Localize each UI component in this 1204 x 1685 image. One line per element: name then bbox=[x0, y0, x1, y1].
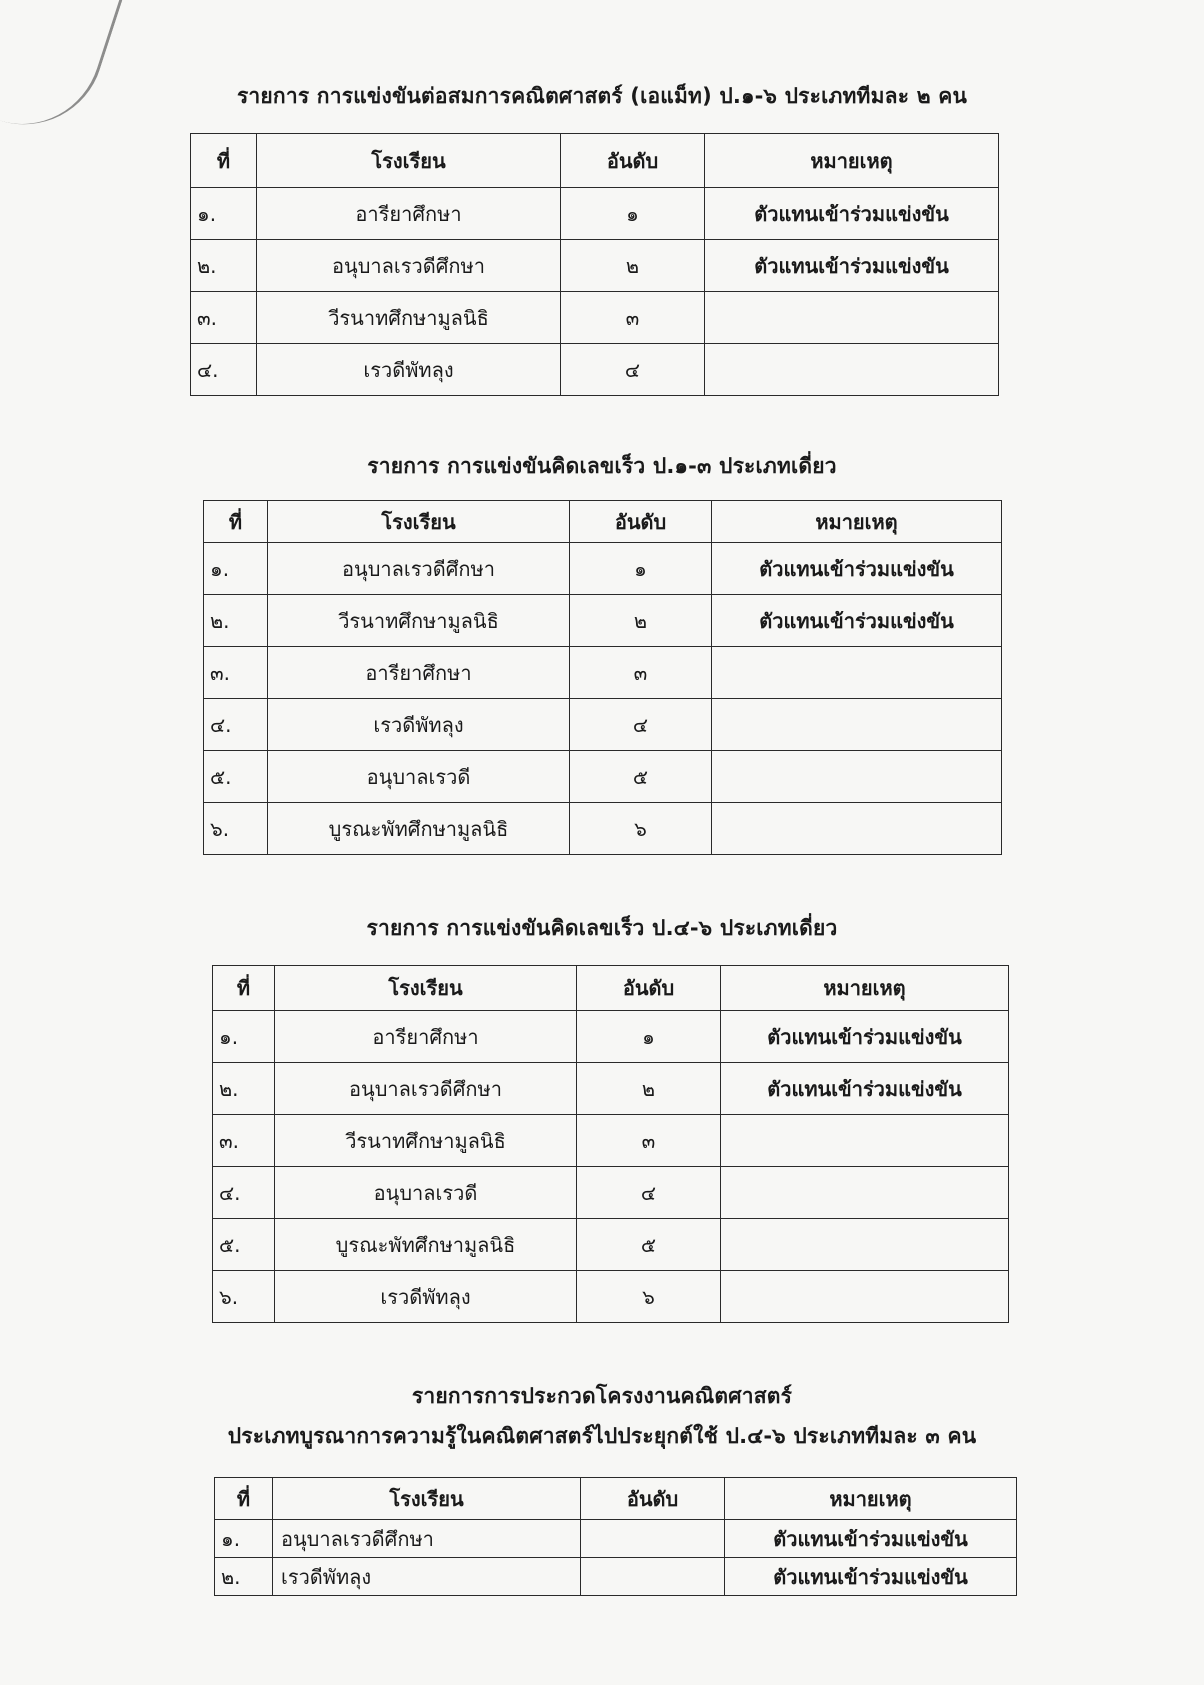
table-row bbox=[204, 647, 1002, 699]
results-table-4 bbox=[214, 1477, 1017, 1596]
header-rank: อันดับ bbox=[577, 966, 721, 1011]
cell-no: ๔. bbox=[204, 699, 268, 751]
cell-remark: ตัวแทนเข้าร่วมแข่งขัน bbox=[721, 1011, 1009, 1063]
cell-remark: ตัวแทนเข้าร่วมแข่งขัน bbox=[721, 1063, 1009, 1115]
cell-school: อนุบาลเรวดี bbox=[268, 751, 570, 803]
cell-rank: ๔ bbox=[577, 1167, 721, 1219]
table-row bbox=[213, 1219, 1009, 1271]
cell-remark bbox=[721, 1115, 1009, 1167]
section-3-title: รายการ การแข่งขันคิดเลขเร็ว ป.๔-๖ ประเภทเดี่ยว bbox=[366, 916, 838, 940]
cell-school: เรวดีพัทลุง bbox=[275, 1271, 577, 1323]
cell-school: วีรนาทศึกษามูลนิธิ bbox=[275, 1115, 577, 1167]
header-no: ที่ bbox=[191, 134, 257, 188]
cell-no: ๑. bbox=[204, 543, 268, 595]
table-row bbox=[191, 188, 999, 240]
cell-school: อนุบาลเรวดีศึกษา bbox=[275, 1063, 577, 1115]
cell-remark bbox=[712, 803, 1002, 855]
header-remark: หมายเหตุ bbox=[725, 1478, 1017, 1520]
table-header-row bbox=[191, 134, 999, 188]
cell-school: เรวดีพัทลุง bbox=[273, 1558, 581, 1596]
table-row bbox=[204, 751, 1002, 803]
table-row bbox=[191, 344, 999, 396]
cell-remark: ตัวแทนเข้าร่วมแข่งขัน bbox=[712, 543, 1002, 595]
table-row bbox=[215, 1558, 1017, 1596]
header-no: ที่ bbox=[215, 1478, 273, 1520]
cell-rank: ๔ bbox=[561, 344, 705, 396]
cell-school: อารียาศึกษา bbox=[275, 1011, 577, 1063]
cell-rank bbox=[581, 1558, 725, 1596]
cell-no: ๕. bbox=[204, 751, 268, 803]
table-row bbox=[213, 1115, 1009, 1167]
cell-remark: ตัวแทนเข้าร่วมแข่งขัน bbox=[725, 1520, 1017, 1558]
header-rank: อันดับ bbox=[561, 134, 705, 188]
table-row bbox=[213, 1167, 1009, 1219]
table-row bbox=[191, 292, 999, 344]
cell-school: อารียาศึกษา bbox=[257, 188, 561, 240]
cell-rank: ๖ bbox=[577, 1271, 721, 1323]
cell-rank: ๑ bbox=[561, 188, 705, 240]
table-header-row bbox=[213, 966, 1009, 1011]
table-row bbox=[204, 803, 1002, 855]
header-school: โรงเรียน bbox=[268, 501, 570, 543]
cell-no: ๓. bbox=[191, 292, 257, 344]
results-table-1 bbox=[190, 133, 999, 396]
results-table-2 bbox=[203, 500, 1002, 855]
cell-remark bbox=[721, 1219, 1009, 1271]
header-rank: อันดับ bbox=[581, 1478, 725, 1520]
cell-no: ๖. bbox=[204, 803, 268, 855]
section-2-title: รายการ การแข่งขันคิดเลขเร็ว ป.๑-๓ ประเภทเดี่ยว bbox=[367, 454, 837, 478]
cell-school: บูรณะพัทศึกษามูลนิธิ bbox=[268, 803, 570, 855]
cell-remark bbox=[705, 344, 999, 396]
cell-no: ๔. bbox=[191, 344, 257, 396]
cell-rank: ๒ bbox=[561, 240, 705, 292]
table-row bbox=[213, 1063, 1009, 1115]
cell-school: อนุบาลเรวดีศึกษา bbox=[273, 1520, 581, 1558]
header-rank: อันดับ bbox=[570, 501, 712, 543]
cell-school: เรวดีพัทลุง bbox=[268, 699, 570, 751]
header-remark: หมายเหตุ bbox=[705, 134, 999, 188]
cell-rank: ๒ bbox=[577, 1063, 721, 1115]
cell-no: ๕. bbox=[213, 1219, 275, 1271]
section-1-title: รายการ การแข่งขันต่อสมการคณิตศาสตร์ (เอแม็ท) ป.๑-๖ ประเภททีมละ ๒ คน bbox=[236, 84, 968, 108]
header-no: ที่ bbox=[204, 501, 268, 543]
cell-school: เรวดีพัทลุง bbox=[257, 344, 561, 396]
table-header-row bbox=[204, 501, 1002, 543]
cell-remark bbox=[705, 292, 999, 344]
cell-remark bbox=[712, 647, 1002, 699]
cell-rank: ๑ bbox=[577, 1011, 721, 1063]
section-4-subtitle: ประเภทบูรณาการความรู้ในคณิตศาสตร์ไปประยุกต์ใช้ ป.๔-๖ ประเภททีมละ ๓ คน bbox=[227, 1424, 977, 1448]
header-remark: หมายเหตุ bbox=[712, 501, 1002, 543]
cell-remark bbox=[712, 751, 1002, 803]
cell-school: อารียาศึกษา bbox=[268, 647, 570, 699]
table-row bbox=[215, 1520, 1017, 1558]
cell-rank: ๕ bbox=[577, 1219, 721, 1271]
cell-no: ๓. bbox=[204, 647, 268, 699]
table-row bbox=[204, 595, 1002, 647]
page-fold-mark bbox=[0, 0, 125, 145]
cell-no: ๔. bbox=[213, 1167, 275, 1219]
cell-rank: ๓ bbox=[561, 292, 705, 344]
cell-school: อนุบาลเรวดีศึกษา bbox=[268, 543, 570, 595]
section-4-title: รายการการประกวดโครงงานคณิตศาสตร์ bbox=[411, 1384, 793, 1408]
cell-rank: ๓ bbox=[577, 1115, 721, 1167]
cell-remark: ตัวแทนเข้าร่วมแข่งขัน bbox=[725, 1558, 1017, 1596]
table-row bbox=[213, 1271, 1009, 1323]
cell-rank: ๑ bbox=[570, 543, 712, 595]
cell-no: ๖. bbox=[213, 1271, 275, 1323]
table-header-row bbox=[215, 1478, 1017, 1520]
cell-no: ๑. bbox=[215, 1520, 273, 1558]
cell-no: ๓. bbox=[213, 1115, 275, 1167]
table-row bbox=[213, 1011, 1009, 1063]
cell-rank bbox=[581, 1520, 725, 1558]
cell-no: ๒. bbox=[204, 595, 268, 647]
cell-remark bbox=[712, 699, 1002, 751]
cell-no: ๒. bbox=[191, 240, 257, 292]
cell-no: ๑. bbox=[213, 1011, 275, 1063]
cell-remark: ตัวแทนเข้าร่วมแข่งขัน bbox=[712, 595, 1002, 647]
cell-school: อนุบาลเรวดีศึกษา bbox=[257, 240, 561, 292]
table-row bbox=[191, 240, 999, 292]
cell-rank: ๓ bbox=[570, 647, 712, 699]
cell-rank: ๖ bbox=[570, 803, 712, 855]
cell-school: อนุบาลเรวดี bbox=[275, 1167, 577, 1219]
cell-remark: ตัวแทนเข้าร่วมแข่งขัน bbox=[705, 188, 999, 240]
header-school: โรงเรียน bbox=[273, 1478, 581, 1520]
table-row bbox=[204, 543, 1002, 595]
cell-rank: ๔ bbox=[570, 699, 712, 751]
header-remark: หมายเหตุ bbox=[721, 966, 1009, 1011]
cell-no: ๒. bbox=[213, 1063, 275, 1115]
cell-no: ๑. bbox=[191, 188, 257, 240]
header-no: ที่ bbox=[213, 966, 275, 1011]
header-school: โรงเรียน bbox=[275, 966, 577, 1011]
header-school: โรงเรียน bbox=[257, 134, 561, 188]
cell-remark bbox=[721, 1271, 1009, 1323]
cell-no: ๒. bbox=[215, 1558, 273, 1596]
cell-remark bbox=[721, 1167, 1009, 1219]
cell-school: บูรณะพัทศึกษามูลนิธิ bbox=[275, 1219, 577, 1271]
cell-rank: ๕ bbox=[570, 751, 712, 803]
cell-rank: ๒ bbox=[570, 595, 712, 647]
cell-school: วีรนาทศึกษามูลนิธิ bbox=[268, 595, 570, 647]
results-table-3 bbox=[212, 965, 1009, 1323]
table-row bbox=[204, 699, 1002, 751]
cell-school: วีรนาทศึกษามูลนิธิ bbox=[257, 292, 561, 344]
cell-remark: ตัวแทนเข้าร่วมแข่งขัน bbox=[705, 240, 999, 292]
